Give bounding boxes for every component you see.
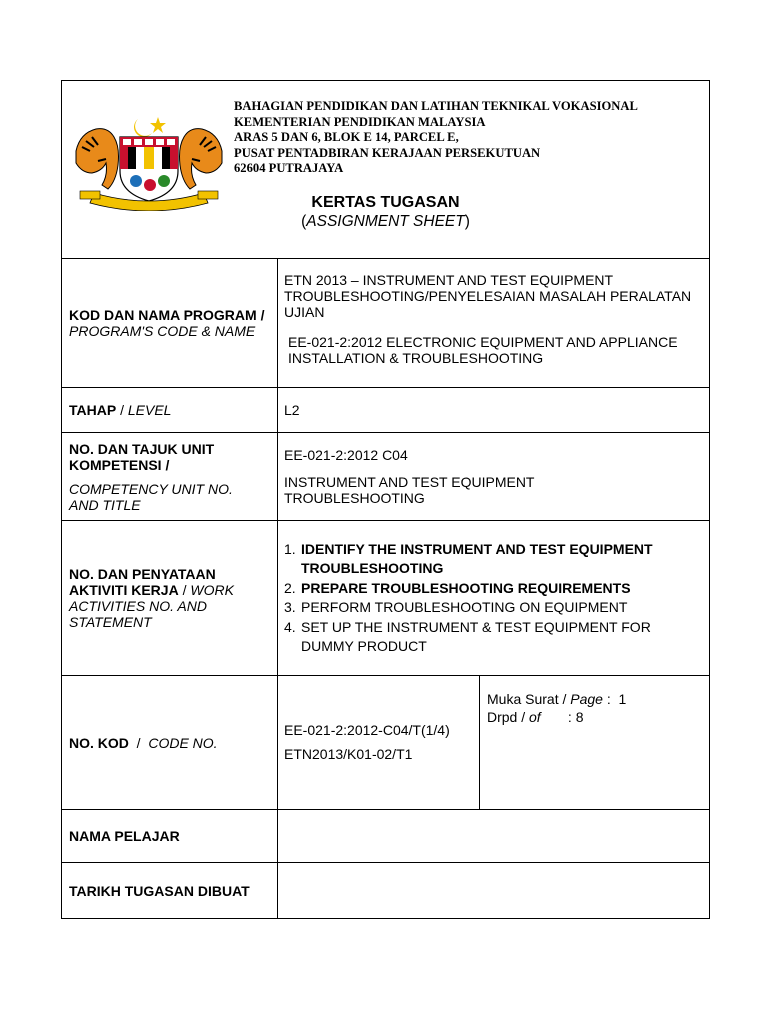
document-subtitle <box>62 213 709 231</box>
unit-code: EE-021-2:2012 C04 <box>284 447 408 463</box>
subtitle-open-paren: ( <box>301 213 307 230</box>
level-label-sep: / <box>116 402 128 418</box>
unit-label-italic: COMPETENCY UNIT NO. AND TITLE <box>69 480 233 513</box>
activity-number: 2. <box>284 579 296 596</box>
sheet-header <box>62 81 710 259</box>
unit-label-sep: / <box>161 456 170 473</box>
unit-title: INSTRUMENT AND TEST EQUIPMENT TROUBLESHOOTING <box>284 474 535 506</box>
document-title: KERTAS TUGASAN <box>311 194 460 211</box>
agency-line: ARAS 5 DAN 6, BLOK E 14, PARCEL E, <box>234 130 459 145</box>
level-label-bold: TAHAP <box>69 402 117 418</box>
row-unit <box>62 433 710 521</box>
activity-number: 4. <box>284 618 296 635</box>
of-value: : 8 <box>540 709 584 725</box>
page-value: : 1 <box>602 691 627 707</box>
program-standard: EE-021-2:2012 ELECTRONIC EQUIPMENT AND APPLIANCE INSTALLATION & TROUBLESHOOTING <box>288 334 678 366</box>
activity-item <box>284 540 705 579</box>
page-info <box>480 676 709 809</box>
student-name-field[interactable] <box>278 810 710 863</box>
activities-list <box>284 540 705 657</box>
row-code <box>62 676 710 810</box>
code-value <box>278 676 710 810</box>
student-name-label: NAMA PELAJAR <box>62 810 278 863</box>
activity-number: 3. <box>284 599 296 615</box>
activities-label-italic: WORK ACTIVITIES NO. AND STATEMENT <box>69 582 234 630</box>
activity-text: SET UP THE INSTRUMENT & TEST EQUIPMENT FOR DUMMY PRODUCT <box>301 618 651 654</box>
row-program <box>62 259 710 388</box>
code-numbers <box>278 676 480 809</box>
activity-number: 1. <box>284 540 296 557</box>
program-name: ETN 2013 – INSTRUMENT AND TEST EQUIPMENT TROUBLESHOOTING/PENYELESAIAN MASALAH PERALATAN UJIAN <box>284 272 692 320</box>
program-label <box>62 259 278 388</box>
activity-item <box>284 598 705 618</box>
code-label-sep: / <box>128 734 149 751</box>
code-number-primary: EE-021-2:2012-C04/T(1/4) <box>284 722 450 738</box>
agency-line: BAHAGIAN PENDIDIKAN DAN LATIHAN TEKNIKAL VOKASIONAL <box>234 99 638 113</box>
level-value: L2 <box>278 388 710 433</box>
page-number <box>487 690 626 708</box>
unit-label <box>62 433 278 521</box>
page-label-italic: Page <box>570 691 603 707</box>
code-label <box>62 676 278 810</box>
subtitle-close-paren: ) <box>464 213 470 230</box>
code-label-bold: NO. KOD <box>69 734 129 751</box>
program-label-sep: / <box>256 307 265 323</box>
level-label <box>62 388 278 433</box>
assignment-table <box>61 80 710 919</box>
of-label-italic: of <box>529 709 541 725</box>
activity-item <box>284 579 705 599</box>
code-label-italic: CODE NO. <box>148 734 218 751</box>
activities-value <box>278 521 710 676</box>
agency-line: PUSAT PENTADBIRAN KERAJAAN PERSEKUTUAN <box>234 145 541 160</box>
program-value <box>278 259 710 388</box>
page-label: Muka Surat / <box>487 691 571 707</box>
activity-item <box>284 618 705 657</box>
unit-label-bold: NO. DAN TAJUK UNIT KOMPETENSI <box>69 440 215 473</box>
unit-value <box>278 433 710 521</box>
activity-text: IDENTIFY THE INSTRUMENT AND TEST EQUIPMENT TROUBLESHOOTING <box>301 540 653 576</box>
activities-label <box>62 521 278 676</box>
assignment-date-field[interactable] <box>278 863 710 919</box>
level-label-italic: LEVEL <box>127 402 172 418</box>
of-label: Drpd / <box>487 709 530 725</box>
agency-line: KEMENTERIAN PENDIDIKAN MALAYSIA <box>234 114 486 129</box>
row-activities <box>62 521 710 676</box>
code-number-secondary: ETN2013/K01-02/T1 <box>284 746 413 762</box>
assignment-date-label: TARIKH TUGASAN DIBUAT <box>62 863 278 919</box>
page-total <box>487 708 626 726</box>
subtitle-text: ASSIGNMENT SHEET <box>306 213 465 230</box>
activity-text: PERFORM TROUBLESHOOTING ON EQUIPMENT <box>301 599 628 615</box>
program-label-bold: KOD DAN NAMA PROGRAM <box>69 307 257 323</box>
activity-text: PREPARE TROUBLESHOOTING REQUIREMENTS <box>301 579 631 596</box>
agency-line: 62604 PUTRAJAYA <box>234 161 344 176</box>
assignment-sheet <box>61 80 709 916</box>
title-block <box>62 194 709 231</box>
activities-label-bold: NO. DAN PENYATAAN AKTIVITI KERJA <box>69 566 216 598</box>
row-level <box>62 388 710 433</box>
activities-label-sep: / <box>178 582 191 598</box>
row-date <box>62 863 710 919</box>
row-student-name <box>62 810 710 863</box>
program-label-italic: PROGRAM'S CODE & NAME <box>69 323 256 339</box>
agency-address <box>234 99 638 177</box>
